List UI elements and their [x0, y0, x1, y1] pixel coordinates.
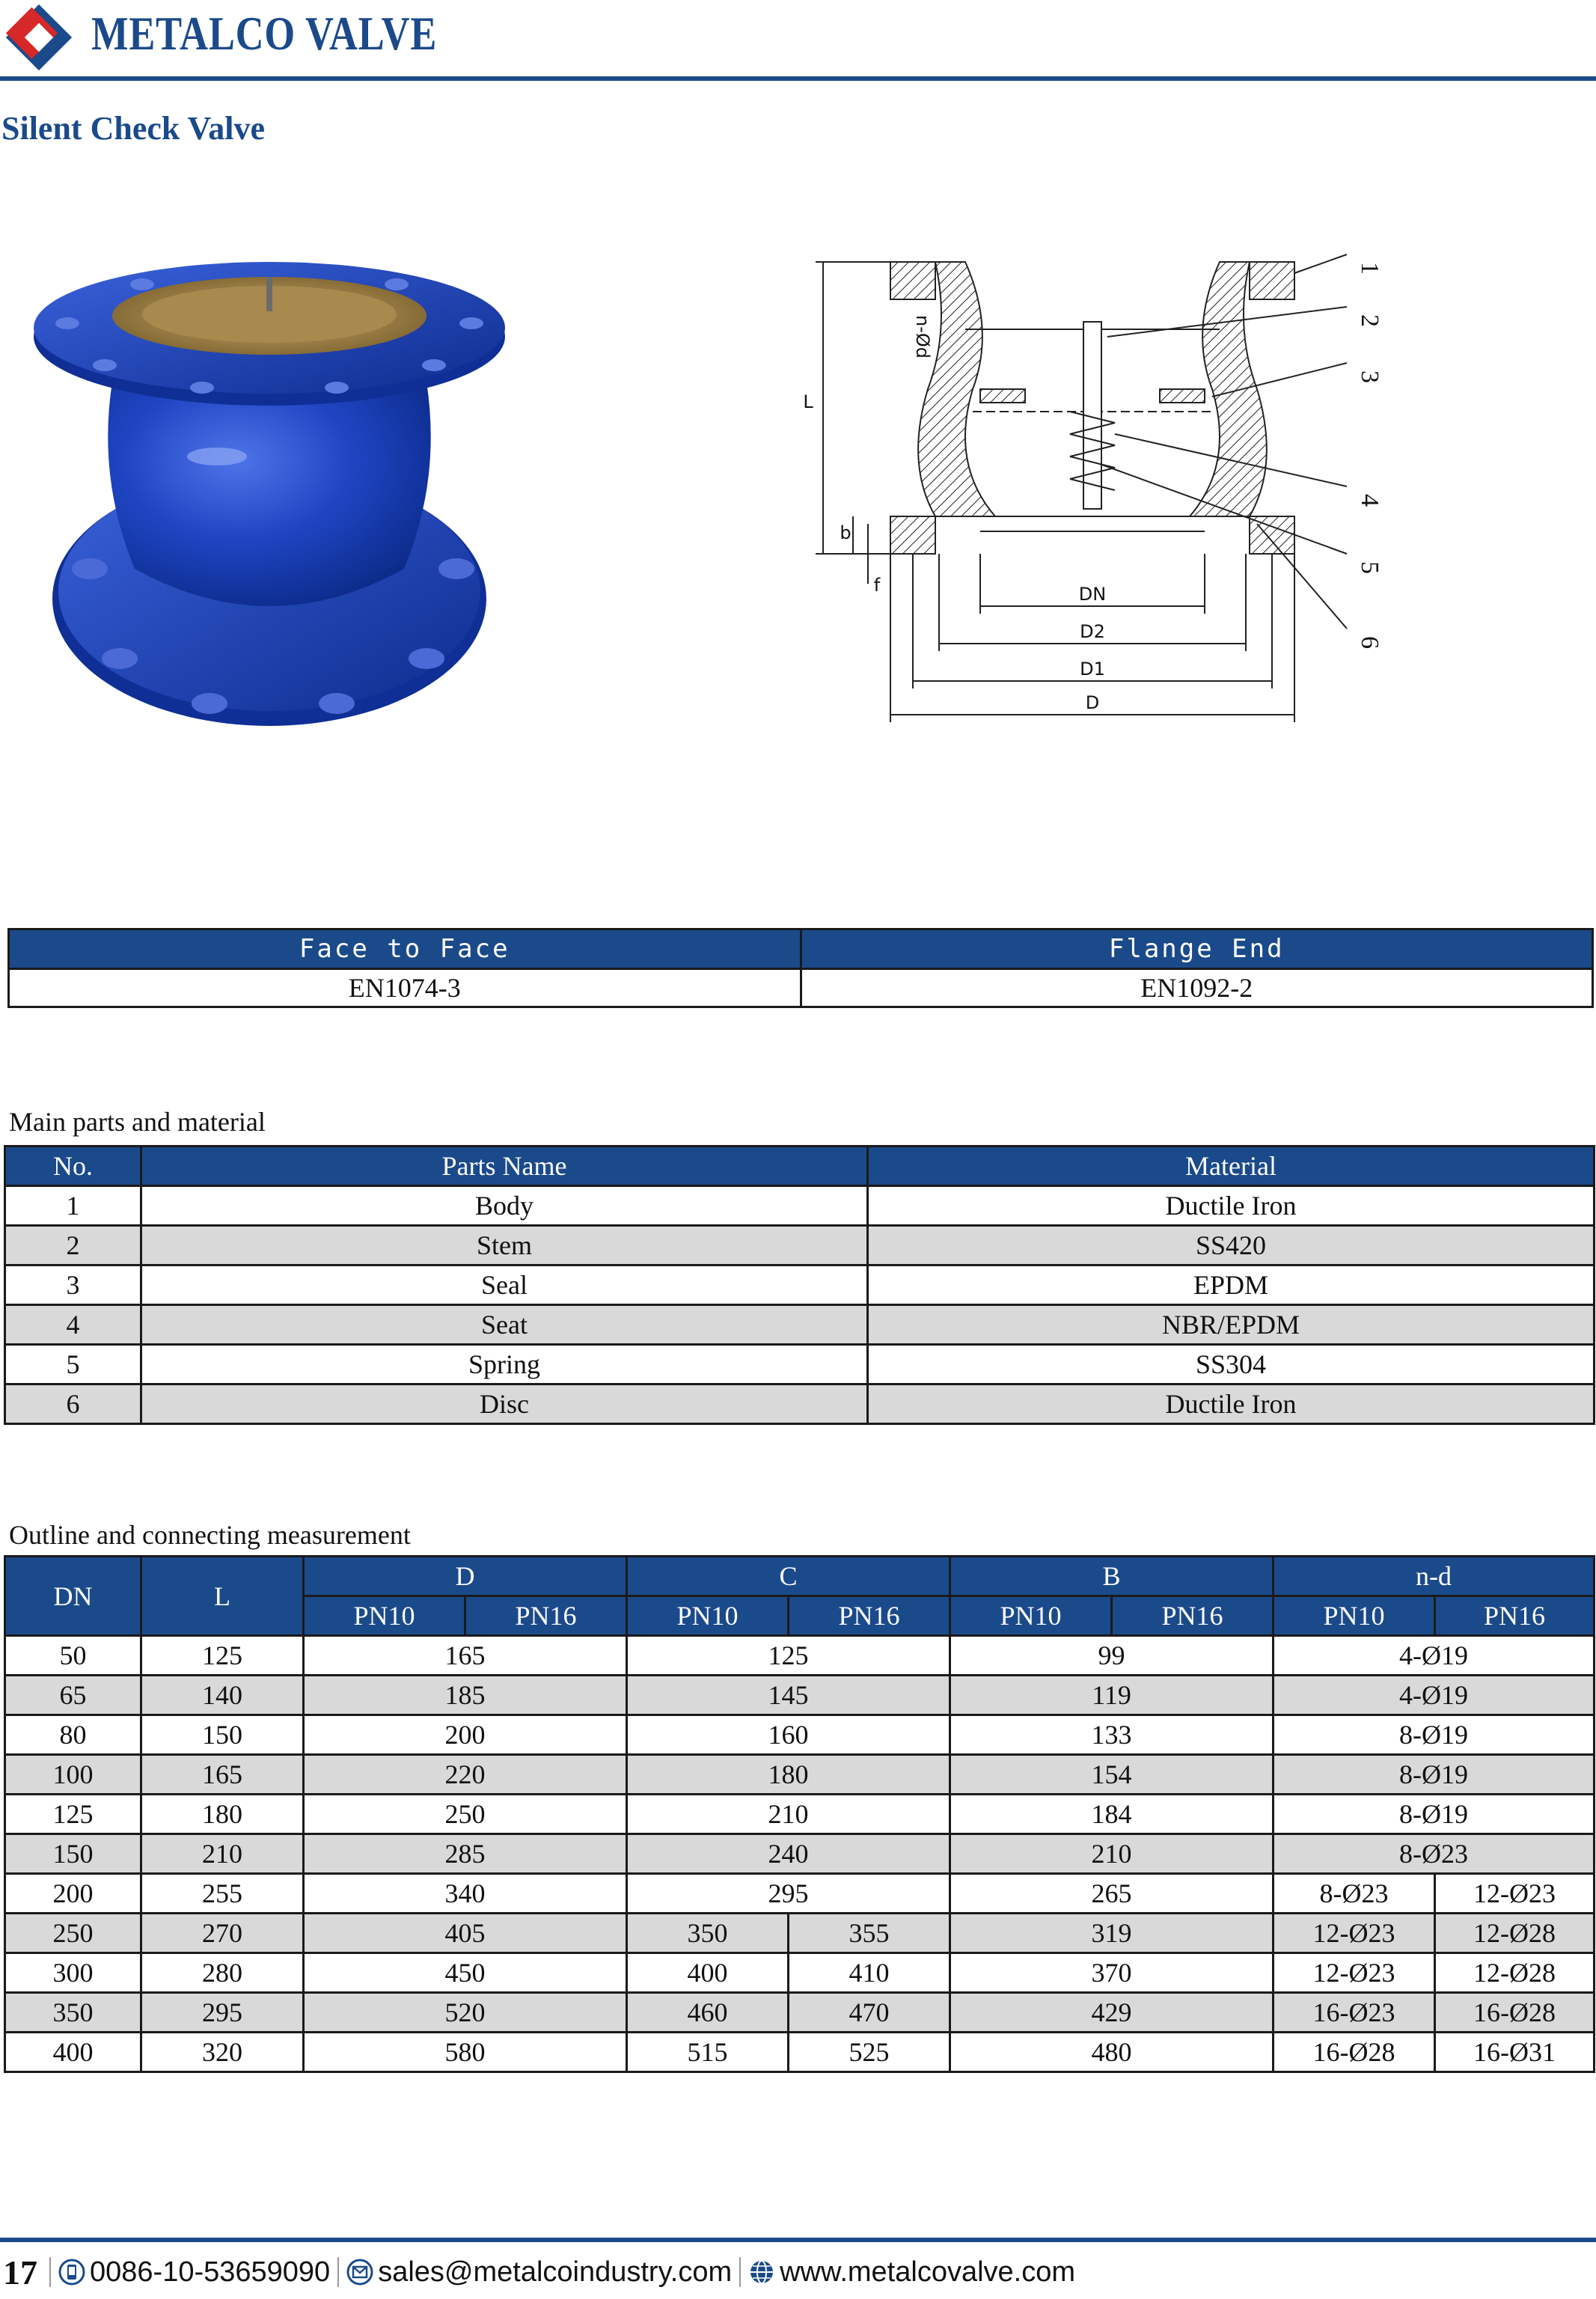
dims-cell-b: 210 [950, 1834, 1274, 1874]
dims-cell-l: 180 [141, 1795, 304, 1834]
footer-email-link[interactable]: sales@metalcoindustry.com [378, 2256, 733, 2288]
dims-cell-nd: 4-Ø19 [1274, 1676, 1595, 1715]
dims-cell-dn: 65 [5, 1676, 141, 1715]
footer-separator [739, 2257, 741, 2287]
dims-cell-d: 450 [304, 1953, 627, 1993]
dims-row [5, 1795, 1595, 1834]
dims-subheader-d-pn10: PN10 [304, 1596, 465, 1636]
dims-cell-nd-pn16: 12-Ø28 [1435, 1914, 1595, 1953]
dims-row [5, 1676, 1595, 1715]
dims-header-d: D [304, 1557, 627, 1596]
dims-cell-d: 405 [304, 1914, 627, 1953]
dims-cell-b: 154 [950, 1755, 1274, 1795]
dims-row [5, 2033, 1595, 2072]
dims-cell-b: 119 [950, 1676, 1274, 1715]
dims-subheader-b-pn10: PN10 [950, 1596, 1112, 1636]
dim-label-b: b [840, 522, 851, 543]
dims-cell-l: 150 [141, 1715, 304, 1755]
dims-cell-c: 125 [627, 1636, 950, 1676]
globe-icon [748, 2259, 775, 2286]
dims-cell-d: 250 [304, 1795, 627, 1834]
dims-cell-d: 220 [304, 1755, 627, 1795]
dims-cell-nd: 8-Ø19 [1274, 1755, 1595, 1795]
parts-cell-no: 5 [5, 1345, 141, 1384]
dims-cell-nd-pn10: 16-Ø28 [1274, 2033, 1435, 2072]
dims-header-nd: n-d [1274, 1557, 1595, 1596]
dim-label-l: L [803, 391, 813, 412]
callout-1: 1 [1356, 262, 1383, 275]
dims-cell-dn: 125 [5, 1795, 141, 1834]
dim-label-d: D [1085, 692, 1100, 713]
dims-subheader-nd-pn16: PN16 [1435, 1596, 1595, 1636]
footer-separator [49, 2257, 51, 2287]
dims-subheader-c-pn16: PN16 [789, 1596, 950, 1636]
parts-caption: Main parts and material [9, 1107, 266, 1137]
dims-cell-dn: 200 [5, 1874, 141, 1914]
dims-cell-nd: 8-Ø23 [1274, 1834, 1595, 1874]
parts-cell-material: Ductile Iron [868, 1186, 1595, 1226]
dims-cell-nd: 4-Ø19 [1274, 1636, 1595, 1676]
dims-cell-dn: 300 [5, 1953, 141, 1993]
parts-cell-material: SS420 [868, 1226, 1595, 1265]
dims-cell-l: 140 [141, 1676, 304, 1715]
page-number: 17 [3, 2253, 37, 2292]
dims-cell-d: 285 [304, 1834, 627, 1874]
dims-header-l: L [141, 1557, 304, 1636]
dims-cell-nd-pn16: 12-Ø28 [1435, 1953, 1595, 1993]
dim-label-dn: DN [1078, 584, 1107, 605]
footer-phone: 0086-10-53659090 [90, 2256, 331, 2288]
header-rule [0, 76, 1596, 81]
dims-cell-nd-pn10: 12-Ø23 [1274, 1914, 1435, 1953]
dims-cell-c-pn16: 470 [789, 1993, 950, 2033]
dims-subheader-nd-pn10: PN10 [1274, 1596, 1435, 1636]
dims-cell-l: 165 [141, 1755, 304, 1795]
dims-row [5, 1993, 1595, 2033]
dims-header-b: B [950, 1557, 1274, 1596]
parts-row [5, 1345, 1595, 1384]
parts-row [5, 1265, 1595, 1305]
dims-row [5, 1834, 1595, 1874]
dims-cell-b: 319 [950, 1914, 1274, 1953]
parts-cell-name: Stem [141, 1226, 868, 1265]
dims-cell-c-pn16: 525 [789, 2033, 950, 2072]
dims-subheader-b-pn16: PN16 [1112, 1596, 1274, 1636]
callout-2: 2 [1356, 314, 1383, 327]
parts-row [5, 1186, 1595, 1226]
dims-cell-c: 145 [627, 1676, 950, 1715]
dims-cell-l: 125 [141, 1636, 304, 1676]
parts-cell-material: EPDM [868, 1265, 1595, 1305]
dims-subheader-d-pn16: PN16 [465, 1596, 627, 1636]
parts-row [5, 1226, 1595, 1265]
standards-table [7, 928, 1594, 1008]
dims-cell-c-pn10: 350 [627, 1914, 789, 1953]
dims-cell-l: 270 [141, 1914, 304, 1953]
callout-6: 6 [1356, 636, 1383, 649]
valve-cross-section-drawing [793, 239, 1407, 748]
parts-material-table [4, 1145, 1595, 1425]
standards-header-flange-end: Flange End [801, 929, 1593, 969]
dims-cell-dn: 100 [5, 1755, 141, 1795]
dims-cell-nd-pn10: 16-Ø23 [1274, 1993, 1435, 2033]
dims-cell-d: 340 [304, 1874, 627, 1914]
dims-cell-d: 185 [304, 1676, 627, 1715]
phone-icon [58, 2259, 85, 2286]
dims-cell-b: 99 [950, 1636, 1274, 1676]
dims-cell-b: 133 [950, 1715, 1274, 1755]
standards-value-flange-end: EN1092-2 [801, 969, 1593, 1007]
dims-row [5, 1914, 1595, 1953]
parts-cell-material: SS304 [868, 1345, 1595, 1384]
parts-header-name: Parts Name [141, 1147, 868, 1186]
dims-cell-c-pn16: 410 [789, 1953, 950, 1993]
dims-cell-c-pn16: 355 [789, 1914, 950, 1953]
dims-cell-nd-pn16: 16-Ø28 [1435, 1993, 1595, 2033]
dim-label-d1: D1 [1080, 659, 1105, 680]
dims-row [5, 1636, 1595, 1676]
dims-cell-d: 580 [304, 2033, 627, 2072]
dims-cell-b: 370 [950, 1953, 1274, 1993]
dims-cell-c-pn10: 515 [627, 2033, 789, 2072]
email-icon [346, 2259, 373, 2286]
dim-label-nd: n-Ød [912, 315, 933, 358]
parts-row [5, 1384, 1595, 1424]
dimensions-table [4, 1555, 1595, 2073]
parts-header-material: Material [868, 1147, 1595, 1186]
dims-cell-nd-pn10: 8-Ø23 [1274, 1874, 1435, 1914]
dims-cell-b: 429 [950, 1993, 1274, 2033]
dims-cell-dn: 80 [5, 1715, 141, 1755]
callout-3: 3 [1356, 370, 1383, 383]
parts-cell-no: 4 [5, 1305, 141, 1345]
dims-cell-c: 160 [627, 1715, 950, 1755]
parts-cell-name: Body [141, 1186, 868, 1226]
dims-row [5, 1953, 1595, 1993]
parts-cell-name: Seal [141, 1265, 868, 1305]
dims-cell-dn: 400 [5, 2033, 141, 2072]
parts-header-no: No. [5, 1147, 141, 1186]
callout-4: 4 [1356, 494, 1383, 507]
dims-cell-dn: 150 [5, 1834, 141, 1874]
footer [3, 2250, 1075, 2295]
dims-cell-c-pn10: 400 [627, 1953, 789, 1993]
parts-cell-no: 6 [5, 1384, 141, 1424]
dims-cell-d: 200 [304, 1715, 627, 1755]
dims-cell-d: 520 [304, 1993, 627, 2033]
dims-cell-b: 480 [950, 2033, 1274, 2072]
dims-subheader-c-pn10: PN10 [627, 1596, 789, 1636]
parts-cell-material: NBR/EPDM [868, 1305, 1595, 1345]
dims-cell-b: 265 [950, 1874, 1274, 1914]
dims-header-dn: DN [5, 1557, 141, 1636]
page-title: Silent Check Valve [1, 110, 266, 147]
dims-cell-b: 184 [950, 1795, 1274, 1834]
parts-cell-no: 2 [5, 1226, 141, 1265]
dims-cell-dn: 350 [5, 1993, 141, 2033]
parts-cell-no: 1 [5, 1186, 141, 1226]
dims-cell-nd: 8-Ø19 [1274, 1715, 1595, 1755]
dims-cell-l: 320 [141, 2033, 304, 2072]
footer-website-link[interactable]: www.metalcovalve.com [780, 2256, 1076, 2288]
dims-cell-d: 165 [304, 1636, 627, 1676]
dims-cell-c: 210 [627, 1795, 950, 1834]
standards-value-face-to-face: EN1074-3 [9, 969, 801, 1007]
dims-cell-nd-pn16: 12-Ø23 [1435, 1874, 1595, 1914]
dims-cell-c: 180 [627, 1755, 950, 1795]
dimensions-caption: Outline and connecting measurement [9, 1520, 411, 1550]
dims-cell-nd-pn16: 16-Ø31 [1435, 2033, 1595, 2072]
dims-cell-dn: 50 [5, 1636, 141, 1676]
dims-row [5, 1874, 1595, 1914]
parts-row [5, 1305, 1595, 1345]
brand-logo-icon [3, 1, 75, 73]
dim-label-d2: D2 [1080, 621, 1105, 642]
dims-cell-nd: 8-Ø19 [1274, 1795, 1595, 1834]
dim-label-f: f [873, 575, 881, 596]
dims-cell-l: 295 [141, 1993, 304, 2033]
dims-cell-c-pn10: 460 [627, 1993, 789, 2033]
footer-separator [337, 2257, 339, 2287]
valve-product-photo [22, 254, 516, 748]
parts-cell-name: Seat [141, 1305, 868, 1345]
dims-header-c: C [627, 1557, 950, 1596]
dims-cell-c: 295 [627, 1874, 950, 1914]
dims-row [5, 1715, 1595, 1755]
dims-row [5, 1755, 1595, 1795]
dims-cell-l: 210 [141, 1834, 304, 1874]
dims-cell-dn: 250 [5, 1914, 141, 1953]
dims-cell-l: 280 [141, 1953, 304, 1993]
dims-cell-nd-pn10: 12-Ø23 [1274, 1953, 1435, 1993]
dims-cell-l: 255 [141, 1874, 304, 1914]
footer-rule [0, 2238, 1596, 2242]
parts-cell-name: Spring [141, 1345, 868, 1384]
parts-cell-name: Disc [141, 1384, 868, 1424]
parts-cell-material: Ductile Iron [868, 1384, 1595, 1424]
brand-name: METALCO VALVE [91, 7, 438, 60]
dims-cell-c: 240 [627, 1834, 950, 1874]
parts-cell-no: 3 [5, 1265, 141, 1305]
callout-5: 5 [1356, 561, 1383, 574]
standards-header-face-to-face: Face to Face [9, 929, 801, 969]
